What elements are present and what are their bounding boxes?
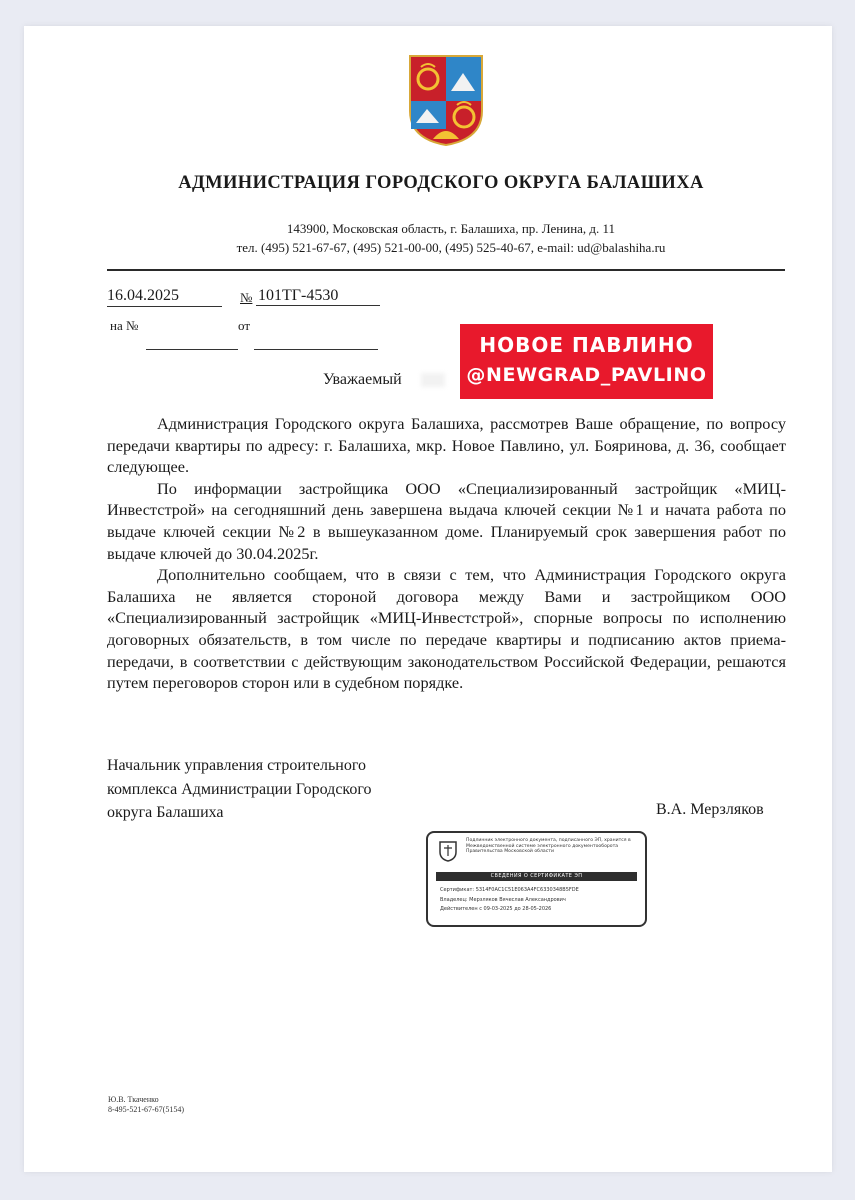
redacted-recipient-name <box>421 373 445 387</box>
electronic-signature-stamp <box>426 831 647 927</box>
reference-number-label: на № <box>110 318 139 333</box>
stamp-certificate-bar: СВЕДЕНИЯ О СЕРТИФИКАТЕ ЭП <box>436 872 637 881</box>
signer-position-line: округа Балашиха <box>107 804 224 821</box>
certificate-validity: Действителен с 09-03-2025 до 28-05-2026 <box>440 906 552 912</box>
watermark-title: НОВОЕ ПАВЛИНО <box>479 333 694 357</box>
certificate-owner: Владелец: Мерзляков Вячеслав Александрович <box>440 896 566 903</box>
certificate-serial: Сертификат: 5314F0AC1C51E063A4FC6330348B5FDE <box>440 887 579 893</box>
stamp-header-text: Подлинник электронного документа, подписанного ЭП, хранится в Межведомственной системе электронного документооборота Правительства Московской области <box>466 838 631 855</box>
watermark-handle: @NEWGRAD_PAVLINO <box>466 364 707 386</box>
channel-watermark <box>460 324 713 399</box>
body-paragraph: Дополнительно сообщаем, что в связи с тем, что Администрация Городского округа Балашиха не является стороной договора между Вами и застройщиком ООО «Специализированный застройщик «МИЦ-Инвестстрой», спорные вопросы по исполнению договорных обязательств, в том числе по передаче квартиры и подписанию актов приема-передачи, в соответствии с действующим законодательством Российской Федерации, решаются путем переговоров сторон или в судебном порядке. <box>107 565 786 693</box>
region-crest-icon <box>438 840 458 862</box>
reference-date-blank <box>254 332 378 350</box>
signer-position-line: Начальник управления строительного <box>107 757 367 774</box>
letter-body <box>107 413 786 694</box>
outgoing-date: 16.04.2025 <box>107 287 222 307</box>
body-paragraph: Администрация Городского округа Балашиха, рассмотрев Ваше обращение, по вопросу передачи квартиры по адресу: г. Балашиха, мкр. Новое Павлино, ул. Бояринова, д. 36, сообщает следующее. <box>107 414 786 477</box>
executor-name: Ю.В. Ткаченко <box>108 1095 159 1104</box>
executor-phone: 8-495-521-67-67(5154) <box>108 1105 184 1114</box>
reference-date-label: от <box>238 318 251 333</box>
organization-address: 143900, Московская область, г. Балашиха, пр. Ленина, д. 11 <box>286 221 616 236</box>
signer-position-line: комплекса Администрации Городского <box>107 780 372 798</box>
outgoing-number: 101ТГ-4530 <box>256 287 380 306</box>
city-coat-of-arms-emblem <box>407 53 485 147</box>
signer-position <box>107 754 372 825</box>
document-page <box>24 26 832 1172</box>
signer-name: В.А. Мерзляков <box>656 801 764 818</box>
executor-info <box>108 1095 184 1115</box>
organization-contacts: тел. (495) 521-67-67, (495) 521-00-00, (495) 525-40-67, e-mail: ud@balashiha.ru <box>236 240 666 255</box>
stamp-certificate-details <box>440 886 579 915</box>
number-label: № <box>240 290 253 305</box>
reference-number-blank <box>146 332 238 350</box>
header-divider <box>107 269 785 271</box>
organization-title: АДМИНИСТРАЦИЯ ГОРОДСКОГО ОКРУГА БАЛАШИХА <box>178 173 704 193</box>
salutation: Уважаемый <box>323 371 402 388</box>
body-paragraph: По информации застройщика ООО «Специализированный застройщик «МИЦ-Инвестстрой» на сегодняшний день завершена выдача ключей секции №1 и начата работа по выдаче ключей секции №2 в вышеуказанном доме. Планируемый срок завершения работ по выдаче ключей до 30.04.2025г. <box>107 478 786 563</box>
